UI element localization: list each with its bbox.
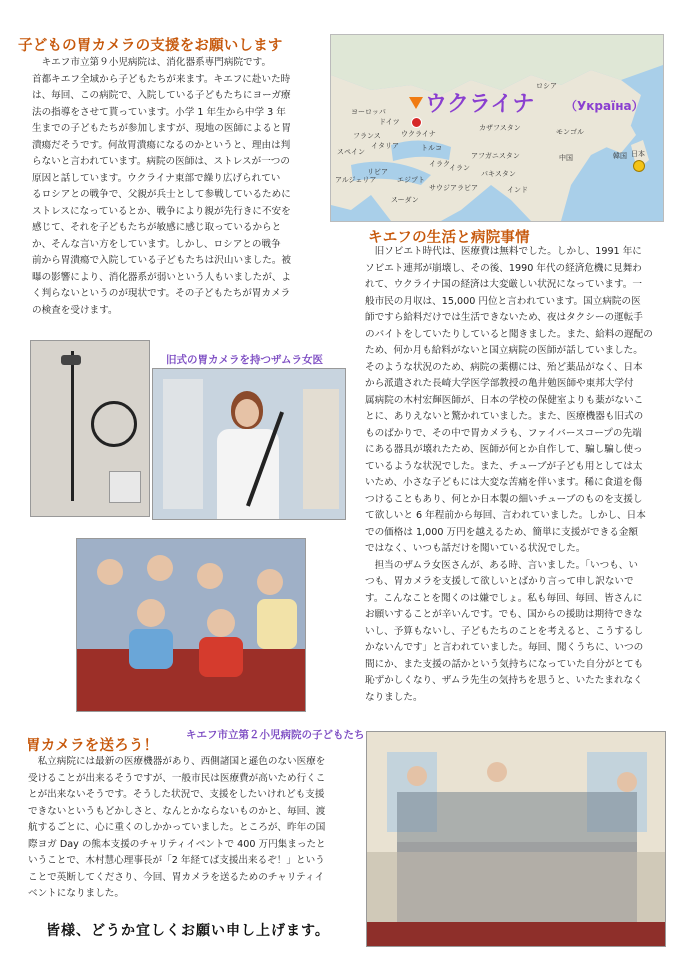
- text-line: は、毎回、この病院で、入院している子どもたちにヨーガ療: [32, 90, 291, 101]
- text-line: での価格は 1,000 万円を越えるため、簡単に支援ができる金額: [365, 526, 639, 538]
- text-line: 曝の影響により、消化器系が弱いという人もいましたが、よ: [32, 271, 292, 283]
- text-line: 間にか、また支援の話かという気持ちになっていた自分がとても: [365, 658, 644, 670]
- text-line: から派遣された長崎大学医学部教授の亀井勉医師や東邦大学付: [365, 378, 634, 389]
- text-line: いし、予算もないし、子どもたちのことを考えると、こうするし: [365, 625, 644, 637]
- map-place-label: イラン: [449, 164, 470, 172]
- text-line: らないと言われています。病院の医師は、ストレスが一つの: [32, 156, 290, 167]
- text-line: 受けることが出来るそうですが、一般市民は医療費が高いため行くこ: [28, 772, 326, 784]
- text-line: 属病院の木村宏輝医師が、日本の学校の保健室よりも薬がないこ: [365, 394, 644, 406]
- map-place-label: カザフスタン: [479, 124, 521, 132]
- section1-title: 子どもの胃カメラの支援をお願いします: [18, 38, 283, 54]
- map-place-label: エジプト: [397, 176, 425, 184]
- text-line: かないんです」と言われていました。毎回、聞くうちに、いつの: [365, 642, 644, 653]
- text-line: 感じて、それを子どもたちが敏感に感じ取っているからと: [32, 222, 282, 233]
- text-line: か、そんな言い方をしています。しかし、ロシアとの戦争: [32, 238, 281, 250]
- text-line: 航するごとに、心に重くのしかかっていました。ところが、昨年の国: [28, 822, 326, 833]
- text-line: ストレスになっているとか、戦争により親が先行きに不安を: [32, 205, 291, 217]
- text-line: ベントになりました。: [28, 888, 124, 899]
- map-place-label: ヨーロッパ: [351, 108, 386, 116]
- text-line: れて、ウクライナ国の経済は大変厳しい状況になっています。一: [365, 279, 642, 290]
- text-line: 私立病院には最新の医療機器があり、西側諸国と遜色のない医療を: [37, 756, 326, 767]
- text-line: ソビエト連邦が崩壊し、その後、1990 年代の経済危機に見舞わ: [365, 262, 642, 274]
- kiev-marker-icon: [411, 117, 422, 128]
- map-place-label: インド: [507, 186, 528, 194]
- text-line: ているような状況でした。また、チューブが子ども用としては太: [365, 460, 643, 472]
- map-ukraine-native-label: （Україна）: [565, 99, 644, 113]
- map-place-label: 日本: [631, 150, 645, 158]
- text-line: ではなく、いつも話だけを聞いている状況でした。: [365, 543, 586, 554]
- text-line: 旧ソビエト時代は、医療費は無料でした。しかし、1991 年に: [374, 246, 642, 257]
- map-place-label: ドイツ: [379, 118, 400, 126]
- section1-body: [32, 55, 312, 319]
- doctor-photo: [152, 368, 346, 520]
- map-place-label: イラク: [429, 160, 450, 168]
- text-line: 際ヨガ Day の熊本支援のチャリティイベントで 400 万円集まったと: [28, 838, 326, 850]
- text-line: いため、小さな子どもには大変な苦痛を伴います。稀に食道を傷: [365, 477, 643, 488]
- ukraine-pin-icon: [409, 97, 423, 109]
- text-line: なりました。: [365, 691, 423, 703]
- text-line: ことで英断してくださり、今回、胃カメラを送るためのチャリティイ: [28, 871, 325, 883]
- text-line: 法の指導をさせて貰っています。小学 1 年生から中学 3 年: [32, 106, 286, 118]
- map-ukraine-label: ウクライナ: [425, 92, 535, 117]
- text-line: く判らないというのが現状です。その子どもたちが胃カメラ: [32, 288, 291, 299]
- text-line: できないというもどかしさと、なんとかならないものかと、毎回、渡: [28, 805, 326, 817]
- group-photo: [366, 731, 666, 947]
- section3-body: [28, 754, 350, 903]
- map-place-label: パキスタン: [481, 170, 516, 178]
- map-place-label: サウジアラビア: [429, 184, 478, 192]
- map-place-label: モンゴル: [556, 128, 584, 136]
- closing-message: 皆様、どうか宜しくお願い申し上げます。: [46, 923, 330, 939]
- text-line: とに、ありえないと驚かれていました。また、医療機器も旧式の: [365, 411, 644, 422]
- text-line: 担当のザムラ女医さんが、ある時、言いました。「いつも、い: [374, 559, 638, 571]
- text-line: 潰瘍だそうです。何故胃潰瘍になるのかというと、理由は判: [32, 139, 291, 151]
- text-line: のバイトをしていたりしていると聞きました。また、給料の遅配の: [365, 328, 653, 340]
- text-line: キエフ市立第９小児病院は、消化器系専門病院です。: [41, 57, 272, 68]
- map-place-label: アフガニスタン: [471, 152, 520, 160]
- map-place-label: 韓国: [613, 152, 627, 160]
- text-line: の検査を受けます。: [32, 304, 118, 316]
- text-line: いうことで、木村慧心理事長が「2 年経てば支援出来るぞ！」という: [28, 855, 325, 866]
- japan-marker-icon: [633, 160, 645, 172]
- map-place-label: リビア: [367, 168, 388, 176]
- section2-title: キエフの生活と病院事情: [368, 230, 530, 246]
- map-place-label: 中国: [559, 154, 573, 162]
- caption-children: キエフ市立第２小児病院の子どもたち: [186, 729, 365, 741]
- section3-title: 胃カメラを送ろう！: [26, 738, 159, 754]
- endoscope-photo: [30, 340, 150, 517]
- text-line: るロシアとの戦争で、父親が兵士として参戦しているために: [32, 189, 291, 200]
- text-line: 恥ずかしくなり、ザムラ先生の気持ちを思うと、いたたまれなく: [365, 675, 643, 686]
- text-line: 原因と話しています。ウクライナ東部で繰り広げられてい: [32, 172, 281, 184]
- text-line: 般市民の月収は、15,000 円位と言われています。国立病院の医: [365, 295, 641, 307]
- section2-body: [365, 244, 667, 706]
- text-line: つけることもあり、何とか日本製の細いチューブのものを支援し: [365, 493, 643, 505]
- map-place-label: ロシア: [536, 82, 557, 90]
- map-place-label: アルジェリア: [335, 176, 377, 184]
- text-line: 師ですら給料だけでは生活できないため、夜はタクシーの運転手: [365, 312, 643, 323]
- text-line: て欲しいと 6 年程前から毎回、言われていました。しかし、日本: [365, 510, 646, 521]
- map-place-label: ウクライナ: [401, 130, 436, 138]
- text-line: にある器具が壊れたため、医師が何とか自作して、騙し騙し使っ: [365, 444, 643, 455]
- map-place-label: トルコ: [421, 144, 442, 152]
- map-place-label: スペイン: [337, 148, 365, 156]
- map-place-label: フランス: [353, 132, 381, 140]
- text-line: ため、何か月も給料がないと国立病院の医師が話していました。: [365, 345, 643, 356]
- text-line: お願いすることが辛いんです。でも、国からの援助は期待できな: [365, 609, 643, 620]
- text-line: す。こんなことを聞くのは嫌でしょ。私も毎回、毎回、皆さんに: [365, 592, 643, 604]
- map-place-label: イタリア: [371, 142, 399, 150]
- text-line: そのような状況のため、病院の薬棚には、殆ど薬品がなく、日本: [365, 361, 643, 373]
- map-image: [330, 34, 664, 222]
- children-sitting-photo: [76, 538, 306, 712]
- text-line: 生までの子どもたちが参加しますが、現地の医師によると胃: [32, 123, 292, 134]
- text-line: 前から胃潰瘍で入院している子どもたちは沢山いました。被: [32, 255, 292, 266]
- caption-doctor: 旧式の胃カメラを持つザムラ女医: [166, 354, 323, 366]
- text-line: つも、胃カメラを支援して欲しいとばかり言って申し訳ないで: [365, 576, 634, 587]
- map-place-label: スーダン: [391, 196, 419, 204]
- text-line: とが出来ないそうです。そうした状況で、支援をしたいけれども支援: [28, 789, 325, 800]
- text-line: 首都キエフ全域から子どもたちが来ます。キエフに赴いた時: [32, 73, 291, 85]
- text-line: ものばかりで、その中で胃カメラも、ファイバースコープの先端: [365, 427, 642, 439]
